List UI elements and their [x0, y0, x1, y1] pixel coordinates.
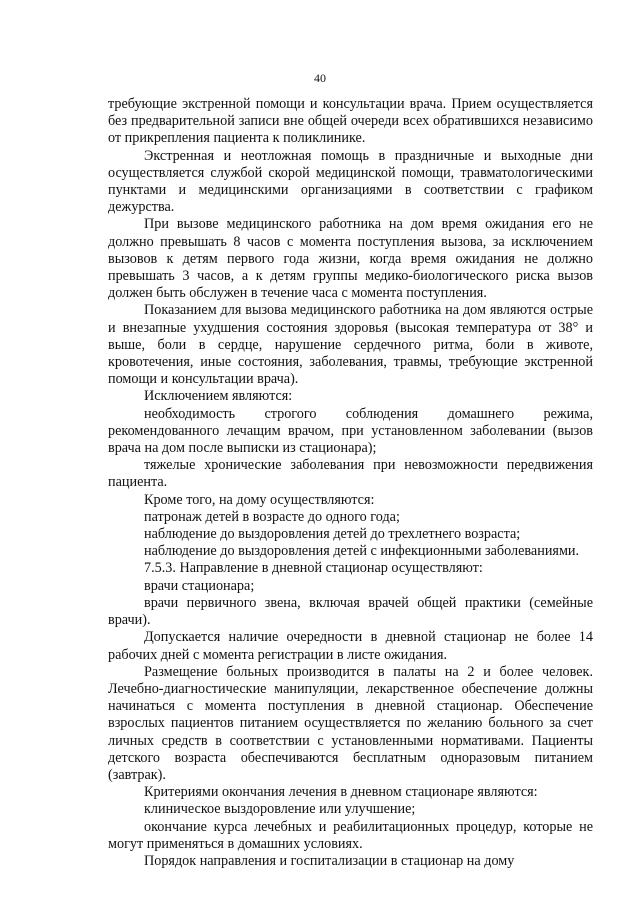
paragraph: Исключением являются:	[144, 388, 293, 405]
paragraph: Допускается наличие очередности в дневной стационар не более 14 рабочих дней с момента регистрации в листе ожидания.	[108, 629, 593, 663]
paragraph: окончание курса лечебных и реабилитационных процедур, которые не могут применяться в домашних условиях.	[108, 818, 593, 852]
paragraph: наблюдение до выздоровления детей с инфекционными заболеваниями.	[144, 543, 580, 560]
paragraph: врачи стационара;	[144, 577, 255, 594]
paragraph: Размещение больных производится в палаты на 2 и более человек. Лечебно-диагностические манипуляции, лекарственное обеспечение должны начинаться с момента поступления в дневной стационар. Обеспечение взрослых пациентов питанием осуществляется по желанию больного за счет личных средств в соответствии с установленными нормативами. Пациенты детского возраста обеспечиваются бесплатным одноразовым питанием (завтрак).	[108, 663, 593, 783]
paragraph: Экстренная и неотложная помощь в праздничные и выходные дни осуществляется службой скорой медицинской помощи, травматологическими пунктами и медицинскими организациями в соответствии с графиком дежурства.	[108, 147, 593, 216]
paragraph: Критериями окончания лечения в дневном стационаре являются:	[144, 784, 538, 801]
paragraph: клиническое выздоровление или улучшение;	[144, 801, 416, 818]
paragraph: необходимость строгого соблюдения домашнего режима, рекомендованного лечащим врачом, при установленном заболевании (вызов врача на дом после выписки из стационара);	[108, 405, 593, 457]
paragraph: врачи первичного звена, включая врачей общей практики (семейные врачи).	[108, 594, 593, 629]
paragraph: Показанием для вызова медицинского работника на дом являются острые и внезапные ухудшения состояния здоровья (высокая температура от 38° и выше, боли в сердце, нарушение сердечного ритма, боли в животе, кровотечения, иные состояния, заболевания, травмы, требующие экстренной помощи и консультации врача).	[108, 302, 593, 388]
paragraph: тяжелые хронические заболевания при невозможности передвижения пациента.	[108, 457, 593, 491]
page-number: 40	[314, 71, 326, 85]
paragraph: Кроме того, на дому осуществляются:	[144, 491, 375, 508]
paragraph: 7.5.3. Направление в дневной стационар осуществляют:	[144, 560, 483, 577]
paragraph: патронаж детей в возрасте до одного года;	[144, 508, 400, 525]
paragraph: Порядок направления и госпитализации в стационар на дому	[144, 852, 515, 869]
paragraph: При вызове медицинского работника на дом время ожидания его не должно превышать 8 часов с момента поступления вызова, за исключением вызовов к детям первого года жизни, когда время ожидания не должно превышать 3 часов, а к детям группы медико-биологического риска вызов должен быть обслужен в течение часа с момента поступления.	[108, 216, 593, 302]
paragraph: наблюдение до выздоровления детей до трехлетнего возраста;	[144, 526, 521, 543]
paragraph: требующие экстренной помощи и консультации врача. Прием осуществляется без предварительной записи вне общей очереди всех обратившихся независимо от прикрепления пациента к поликлинике.	[108, 96, 593, 147]
body-text	[108, 96, 593, 870]
